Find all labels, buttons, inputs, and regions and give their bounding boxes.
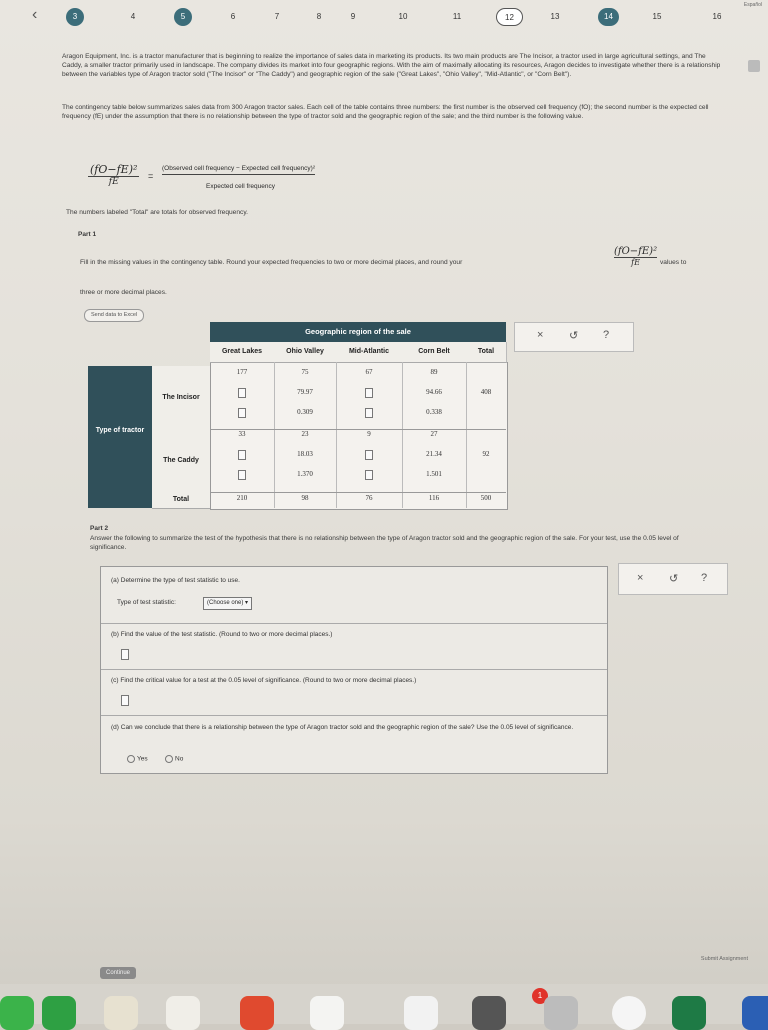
column-header: Great Lakes bbox=[210, 342, 275, 363]
test-statistic-label: Type of test statistic: bbox=[117, 599, 176, 606]
yes-radio[interactable] bbox=[127, 755, 135, 763]
continue-button[interactable]: Continue bbox=[100, 967, 136, 979]
answer-box[interactable] bbox=[365, 408, 373, 418]
part2-question-box bbox=[100, 566, 608, 774]
incisor-observed-cell: 67 bbox=[365, 368, 373, 376]
caddy-chi-term-input[interactable] bbox=[336, 470, 402, 480]
settings-icon[interactable] bbox=[544, 996, 578, 1030]
totals-note: The numbers labeled "Total" are totals for observed frequency. bbox=[66, 209, 248, 216]
chi-term-inline bbox=[614, 246, 657, 267]
caddy-observed-cell: 33 bbox=[238, 430, 246, 438]
question-nav-6[interactable]: 6 bbox=[230, 12, 236, 21]
question-nav-11[interactable]: 11 bbox=[452, 12, 462, 21]
caddy-total-cell: 92 bbox=[482, 450, 490, 458]
word-icon[interactable] bbox=[742, 996, 768, 1030]
incisor-expected-input[interactable] bbox=[336, 388, 402, 398]
yes-label: Yes bbox=[137, 755, 148, 763]
question-nav-8[interactable]: 8 bbox=[316, 12, 322, 21]
type-of-tractor-label: Type of tractor bbox=[95, 427, 145, 434]
question-c-text: (c) Find the critical value for a test at the 0.05 level of significance. (Round to two or more decimal places.) bbox=[111, 677, 417, 684]
question-b-text: (b) Find the value of the test statistic. (Round to two or more decimal places.) bbox=[111, 631, 333, 638]
critical-value-input[interactable] bbox=[121, 695, 129, 706]
column-header: Ohio Valley bbox=[274, 342, 337, 363]
incisor-observed-cell: 177 bbox=[236, 368, 248, 376]
close-icon[interactable]: × bbox=[537, 329, 544, 341]
answer-box[interactable] bbox=[365, 450, 373, 460]
part1-toolbar bbox=[514, 322, 634, 352]
no-option[interactable] bbox=[165, 755, 183, 763]
incisor-total-cell: 408 bbox=[480, 388, 492, 396]
caddy-expected-input[interactable] bbox=[336, 450, 402, 460]
table-header: Geographic region of the sale bbox=[210, 322, 506, 342]
answer-box[interactable] bbox=[238, 470, 246, 480]
caddy-expected-input[interactable] bbox=[210, 450, 274, 460]
caddy-observed-cell: 23 bbox=[301, 430, 309, 438]
answer-box[interactable] bbox=[238, 388, 246, 398]
row-label-incisor: The Incisor bbox=[152, 366, 210, 430]
answer-box[interactable] bbox=[238, 450, 246, 460]
incisor-chi-term-cell: 0.338 bbox=[426, 408, 442, 416]
undo-icon[interactable]: ↺ bbox=[569, 330, 579, 342]
formula-right-denominator: Expected cell frequency bbox=[206, 183, 276, 190]
column-total-cell: 210 bbox=[236, 494, 248, 502]
answer-box[interactable] bbox=[238, 408, 246, 418]
formula-left-numerator: (fO−fE)² bbox=[90, 163, 138, 176]
caddy-observed-cell: 27 bbox=[430, 430, 438, 438]
question-nav-9[interactable]: 9 bbox=[350, 12, 356, 21]
question-nav-13[interactable]: 13 bbox=[550, 12, 560, 21]
undo-icon[interactable]: ↺ bbox=[669, 573, 679, 585]
test-statistic-select[interactable]: (Choose one) ▾ bbox=[203, 597, 252, 610]
test-statistic-input[interactable] bbox=[121, 649, 129, 660]
column-total-cell: 76 bbox=[365, 494, 373, 502]
notification-badge: 1 bbox=[532, 988, 548, 1004]
question-b bbox=[101, 623, 607, 670]
question-nav-7[interactable]: 7 bbox=[274, 12, 280, 21]
grid-line bbox=[466, 362, 467, 508]
question-navigation bbox=[28, 2, 768, 32]
incisor-observed-cell: 89 bbox=[430, 368, 438, 376]
question-nav-5[interactable]: 5 bbox=[174, 8, 192, 26]
no-label: No bbox=[175, 755, 184, 763]
column-total-cell: 500 bbox=[480, 494, 492, 502]
type-side-panel bbox=[88, 366, 152, 508]
part2-toolbar bbox=[618, 563, 728, 595]
chi-term-denominator: fE bbox=[631, 258, 640, 267]
caddy-chi-term-cell: 1.370 bbox=[297, 470, 313, 478]
question-nav-16[interactable]: 16 bbox=[712, 12, 722, 21]
notes-icon[interactable] bbox=[104, 996, 138, 1030]
freeform-icon[interactable] bbox=[166, 996, 200, 1030]
app-store-icon[interactable] bbox=[472, 996, 506, 1030]
caddy-expected-cell: 18.03 bbox=[297, 450, 313, 458]
close-icon[interactable]: × bbox=[637, 572, 644, 584]
xcode-icon[interactable] bbox=[404, 996, 438, 1030]
part1-instructions-cont: three or more decimal places. bbox=[80, 289, 167, 296]
column-header: Corn Belt bbox=[402, 342, 467, 363]
part1-heading: Part 1 bbox=[78, 231, 97, 238]
answer-box[interactable] bbox=[365, 388, 373, 398]
incisor-expected-cell: 94.66 bbox=[426, 388, 442, 396]
contingency-table bbox=[88, 322, 506, 508]
dock bbox=[0, 984, 768, 1024]
contingency-description: The contingency table below summarizes sales data from 300 Aragon tractor sales. Each cell of the table contains three numbers: the first number is the observed cell frequency (fO); the second number is the expected cell frequency (fE) under the assumption that there is no relationship between the type of tractor sold and the geographic region of the sale; and the third number is the following value. bbox=[62, 104, 709, 120]
select-value: (Choose one) bbox=[207, 600, 244, 606]
column-header: Mid-Atlantic bbox=[336, 342, 403, 363]
incisor-chi-term-cell: 0.309 bbox=[297, 408, 313, 416]
values-to-text: values to bbox=[660, 259, 687, 266]
facetime-icon[interactable] bbox=[0, 996, 34, 1030]
question-nav-4[interactable]: 4 bbox=[130, 12, 136, 21]
column-total-cell: 98 bbox=[301, 494, 309, 502]
question-nav-3[interactable]: 3 bbox=[66, 8, 84, 26]
question-c bbox=[101, 669, 607, 716]
question-nav-15[interactable]: 15 bbox=[652, 12, 662, 21]
yes-option[interactable] bbox=[127, 755, 148, 763]
no-radio[interactable] bbox=[165, 755, 173, 763]
question-nav-14[interactable]: 14 bbox=[598, 8, 619, 26]
presentation-icon[interactable] bbox=[240, 996, 274, 1030]
submit-assignment-button[interactable]: Submit Assignment bbox=[700, 956, 748, 962]
intro-paragraph: Aragon Equipment, Inc. is a tractor manufacturer that is beginning to realize the importance of sales data in marketing its products. Its two main products are The Incisor, a tractor used in large agricultural settings, and The Caddy, a smaller tractor primarily used in landscape. The company divides its market into four geographic regions. With the aim of maximally allocating its resources, Aragon decides to investigate whether there is a relationship between the variables type of Aragon tractor sold ("The Incisor" or "The Caddy") and geographic region of the sale ("Great Lakes", "Ohio Valley", "Mid-Atlantic", or "Corn Belt"). bbox=[62, 53, 721, 78]
question-nav-12[interactable]: 12 bbox=[496, 8, 523, 26]
part2-instructions: Answer the following to summarize the test of the hypothesis that there is no relationship between the type of Aragon tractor sold and the geographic region of the sale. For your test, use the 0.05 level of significance. bbox=[90, 535, 679, 551]
incisor-chi-term-input[interactable] bbox=[210, 408, 274, 418]
incisor-expected-input[interactable] bbox=[210, 388, 274, 398]
question-a-text: (a) Determine the type of test statistic to use. bbox=[111, 577, 240, 584]
part1-instructions: Fill in the missing values in the contingency table. Round your expected frequencies to two or more decimal places, and round your bbox=[80, 259, 463, 266]
caddy-chi-term-input[interactable] bbox=[210, 470, 274, 480]
column-total-cell: 116 bbox=[428, 494, 440, 502]
back-arrow-icon[interactable]: ‹ bbox=[32, 6, 38, 23]
answer-box[interactable] bbox=[365, 470, 373, 480]
formula-left-denominator: fE bbox=[108, 177, 119, 187]
row-label-caddy: The Caddy bbox=[152, 429, 210, 493]
question-nav-10[interactable]: 10 bbox=[398, 12, 408, 21]
caddy-observed-cell: 9 bbox=[367, 430, 371, 438]
messages-icon[interactable] bbox=[42, 996, 76, 1030]
send-to-excel-button[interactable]: Send data to Excel bbox=[84, 309, 144, 322]
help-icon[interactable]: ? bbox=[701, 572, 708, 584]
question-d bbox=[101, 715, 607, 773]
chi-term-numerator: (fO−fE)² bbox=[614, 246, 658, 257]
language-toggle[interactable]: Español bbox=[743, 2, 762, 8]
caddy-expected-cell: 21.34 bbox=[426, 450, 442, 458]
excel-icon[interactable] bbox=[672, 996, 706, 1030]
formula-equals: = bbox=[148, 171, 154, 181]
numbers-icon[interactable] bbox=[310, 996, 344, 1030]
help-icon[interactable]: ? bbox=[603, 329, 610, 341]
formula bbox=[88, 163, 388, 193]
column-header: Total bbox=[466, 342, 507, 363]
formula-left bbox=[88, 163, 139, 187]
chrome-icon[interactable] bbox=[612, 996, 646, 1030]
question-a bbox=[101, 567, 607, 624]
caddy-chi-term-cell: 1.501 bbox=[426, 470, 442, 478]
part2-heading: Part 2 bbox=[90, 525, 109, 532]
incisor-chi-term-input[interactable] bbox=[336, 408, 402, 418]
question-d-text: (d) Can we conclude that there is a relationship between the type of Aragon tractor sold and the geographic region of the sale? Use the 0.05 level of significance. bbox=[111, 724, 574, 731]
menu-icon[interactable] bbox=[748, 60, 760, 72]
formula-right-numerator: (Observed cell frequency − Expected cell frequency)² bbox=[162, 165, 315, 175]
incisor-expected-cell: 79.97 bbox=[297, 388, 313, 396]
row-label-total: Total bbox=[152, 492, 210, 509]
incisor-observed-cell: 75 bbox=[301, 368, 309, 376]
